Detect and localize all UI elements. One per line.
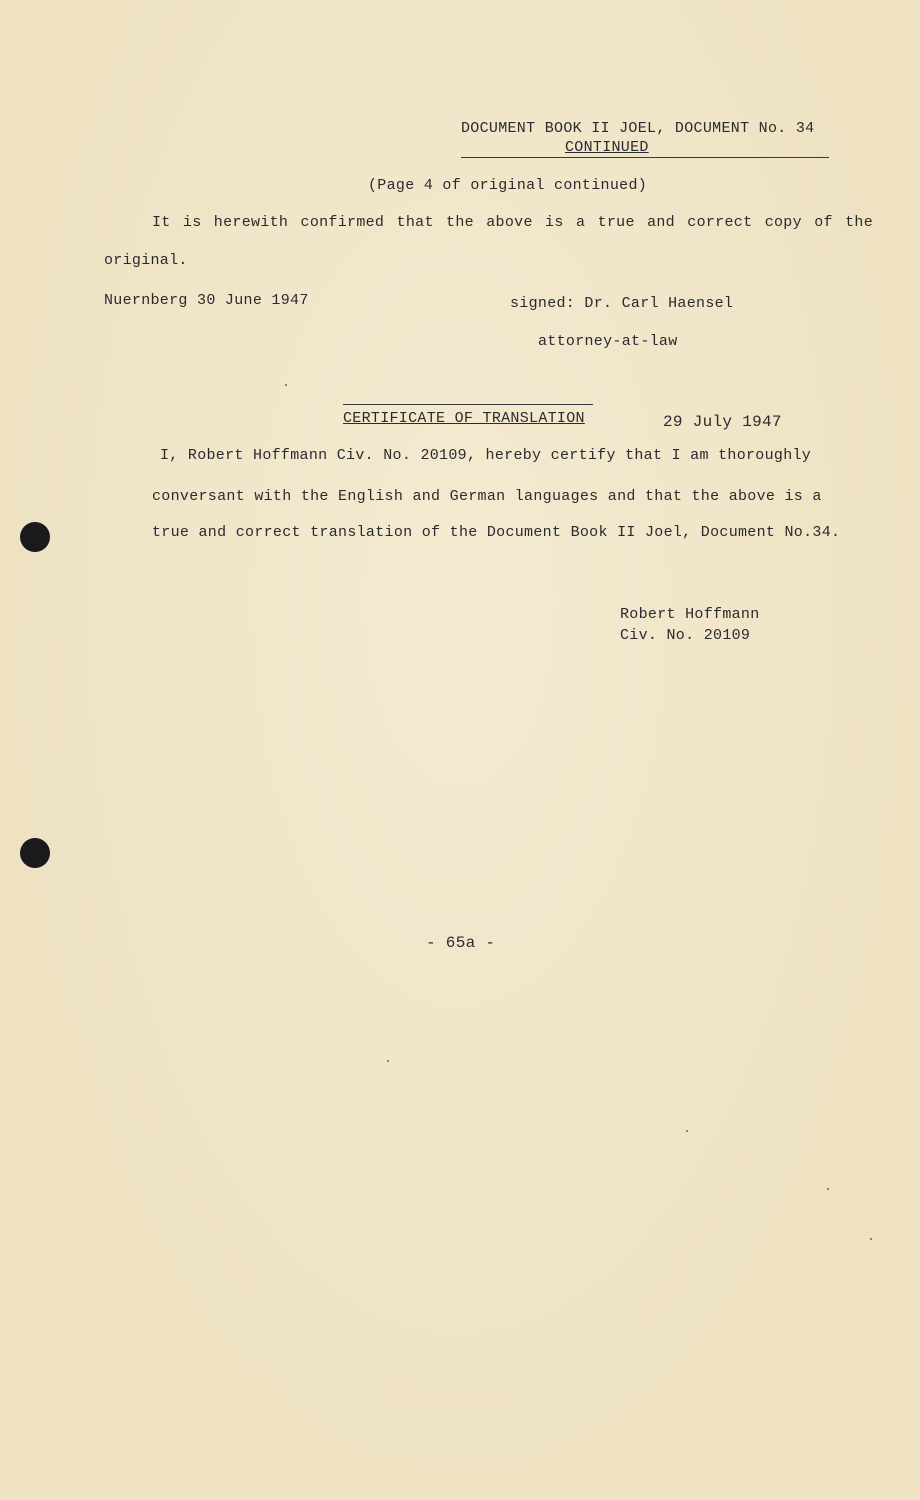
certificate-line-1: I, Robert Hoffmann Civ. No. 20109, hereby certify that I am thoroughly xyxy=(160,447,812,464)
paper-speck xyxy=(827,1188,829,1190)
confirmation-line-1: It is herewith confirmed that the above is a true and correct copy of the xyxy=(152,214,874,231)
page-note: (Page 4 of original continued) xyxy=(368,177,648,194)
certificate-line-2: conversant with the English and German languages and that the above is a xyxy=(152,488,822,505)
signer-title: attorney-at-law xyxy=(538,333,678,350)
document-header: DOCUMENT BOOK II JOEL, DOCUMENT No. 34 xyxy=(461,120,815,137)
paper-speck xyxy=(870,1238,872,1240)
header-underline xyxy=(461,157,829,158)
page-number: - 65a - xyxy=(426,934,496,952)
translator-name: Robert Hoffmann xyxy=(620,606,760,623)
paper-speck xyxy=(686,1130,688,1132)
punch-hole-top xyxy=(20,522,50,552)
place-date: Nuernberg 30 June 1947 xyxy=(104,292,309,309)
paper-speck xyxy=(387,1060,389,1062)
certificate-overline xyxy=(343,404,593,405)
punch-hole-bottom xyxy=(20,838,50,868)
certificate-line-3: true and correct translation of the Document Book II Joel, Document No.34. xyxy=(152,524,841,541)
paper-speck xyxy=(285,384,287,386)
confirmation-line-2: original. xyxy=(104,252,188,269)
certificate-title: CERTIFICATE OF TRANSLATION xyxy=(343,410,585,427)
translator-civ-no: Civ. No. 20109 xyxy=(620,627,751,644)
continued-label: CONTINUED xyxy=(565,139,649,156)
certificate-date: 29 July 1947 xyxy=(663,413,782,431)
signature-line: signed: Dr. Carl Haensel xyxy=(510,295,734,312)
